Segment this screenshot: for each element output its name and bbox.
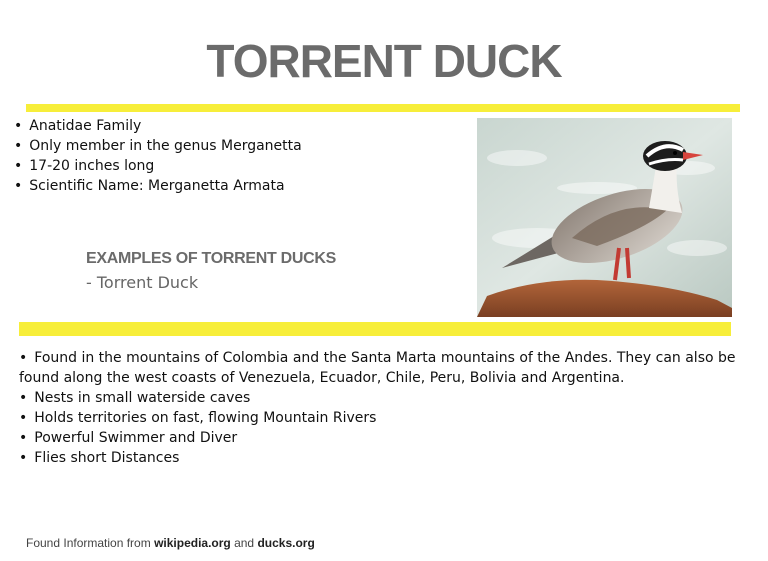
list-item: • Only member in the genus Merganetta	[14, 136, 302, 156]
list-item: • Found in the mountains of Colombia and the Santa Marta mountains of the Andes. They can also be found along the west coasts of Venezuela, Ecuador, Chile, Peru, Bolivia and Argentina.	[19, 348, 749, 388]
examples-heading: EXAMPLES OF TORRENT DUCKS	[86, 250, 337, 267]
list-item: • Holds territories on fast, flowing Mountain Rivers	[19, 408, 749, 428]
accent-bar-top	[26, 104, 740, 112]
footer-source-ducks: ducks.org	[257, 536, 315, 550]
footer-prefix: Found Information from	[26, 536, 155, 550]
list-item: • Anatidae Family	[14, 116, 302, 136]
facts-list	[14, 116, 302, 196]
source-footer	[26, 536, 315, 550]
list-item: • Powerful Swimmer and Diver	[19, 428, 749, 448]
list-item: • Nests in small waterside caves	[19, 388, 749, 408]
page-title: TORRENT DUCK	[206, 35, 562, 87]
list-item: • Flies short Distances	[19, 448, 749, 468]
list-item: • Scientific Name: Merganetta Armata	[14, 176, 302, 196]
footer-source-wikipedia: wikipedia.org	[154, 536, 231, 550]
torrent-duck-photo	[477, 118, 732, 317]
examples-item: - Torrent Duck	[86, 273, 199, 292]
accent-bar-middle	[19, 322, 731, 336]
details-list	[19, 348, 749, 468]
list-item: • 17-20 inches long	[14, 156, 302, 176]
footer-joiner: and	[230, 536, 258, 550]
duck-illustration	[477, 118, 732, 317]
